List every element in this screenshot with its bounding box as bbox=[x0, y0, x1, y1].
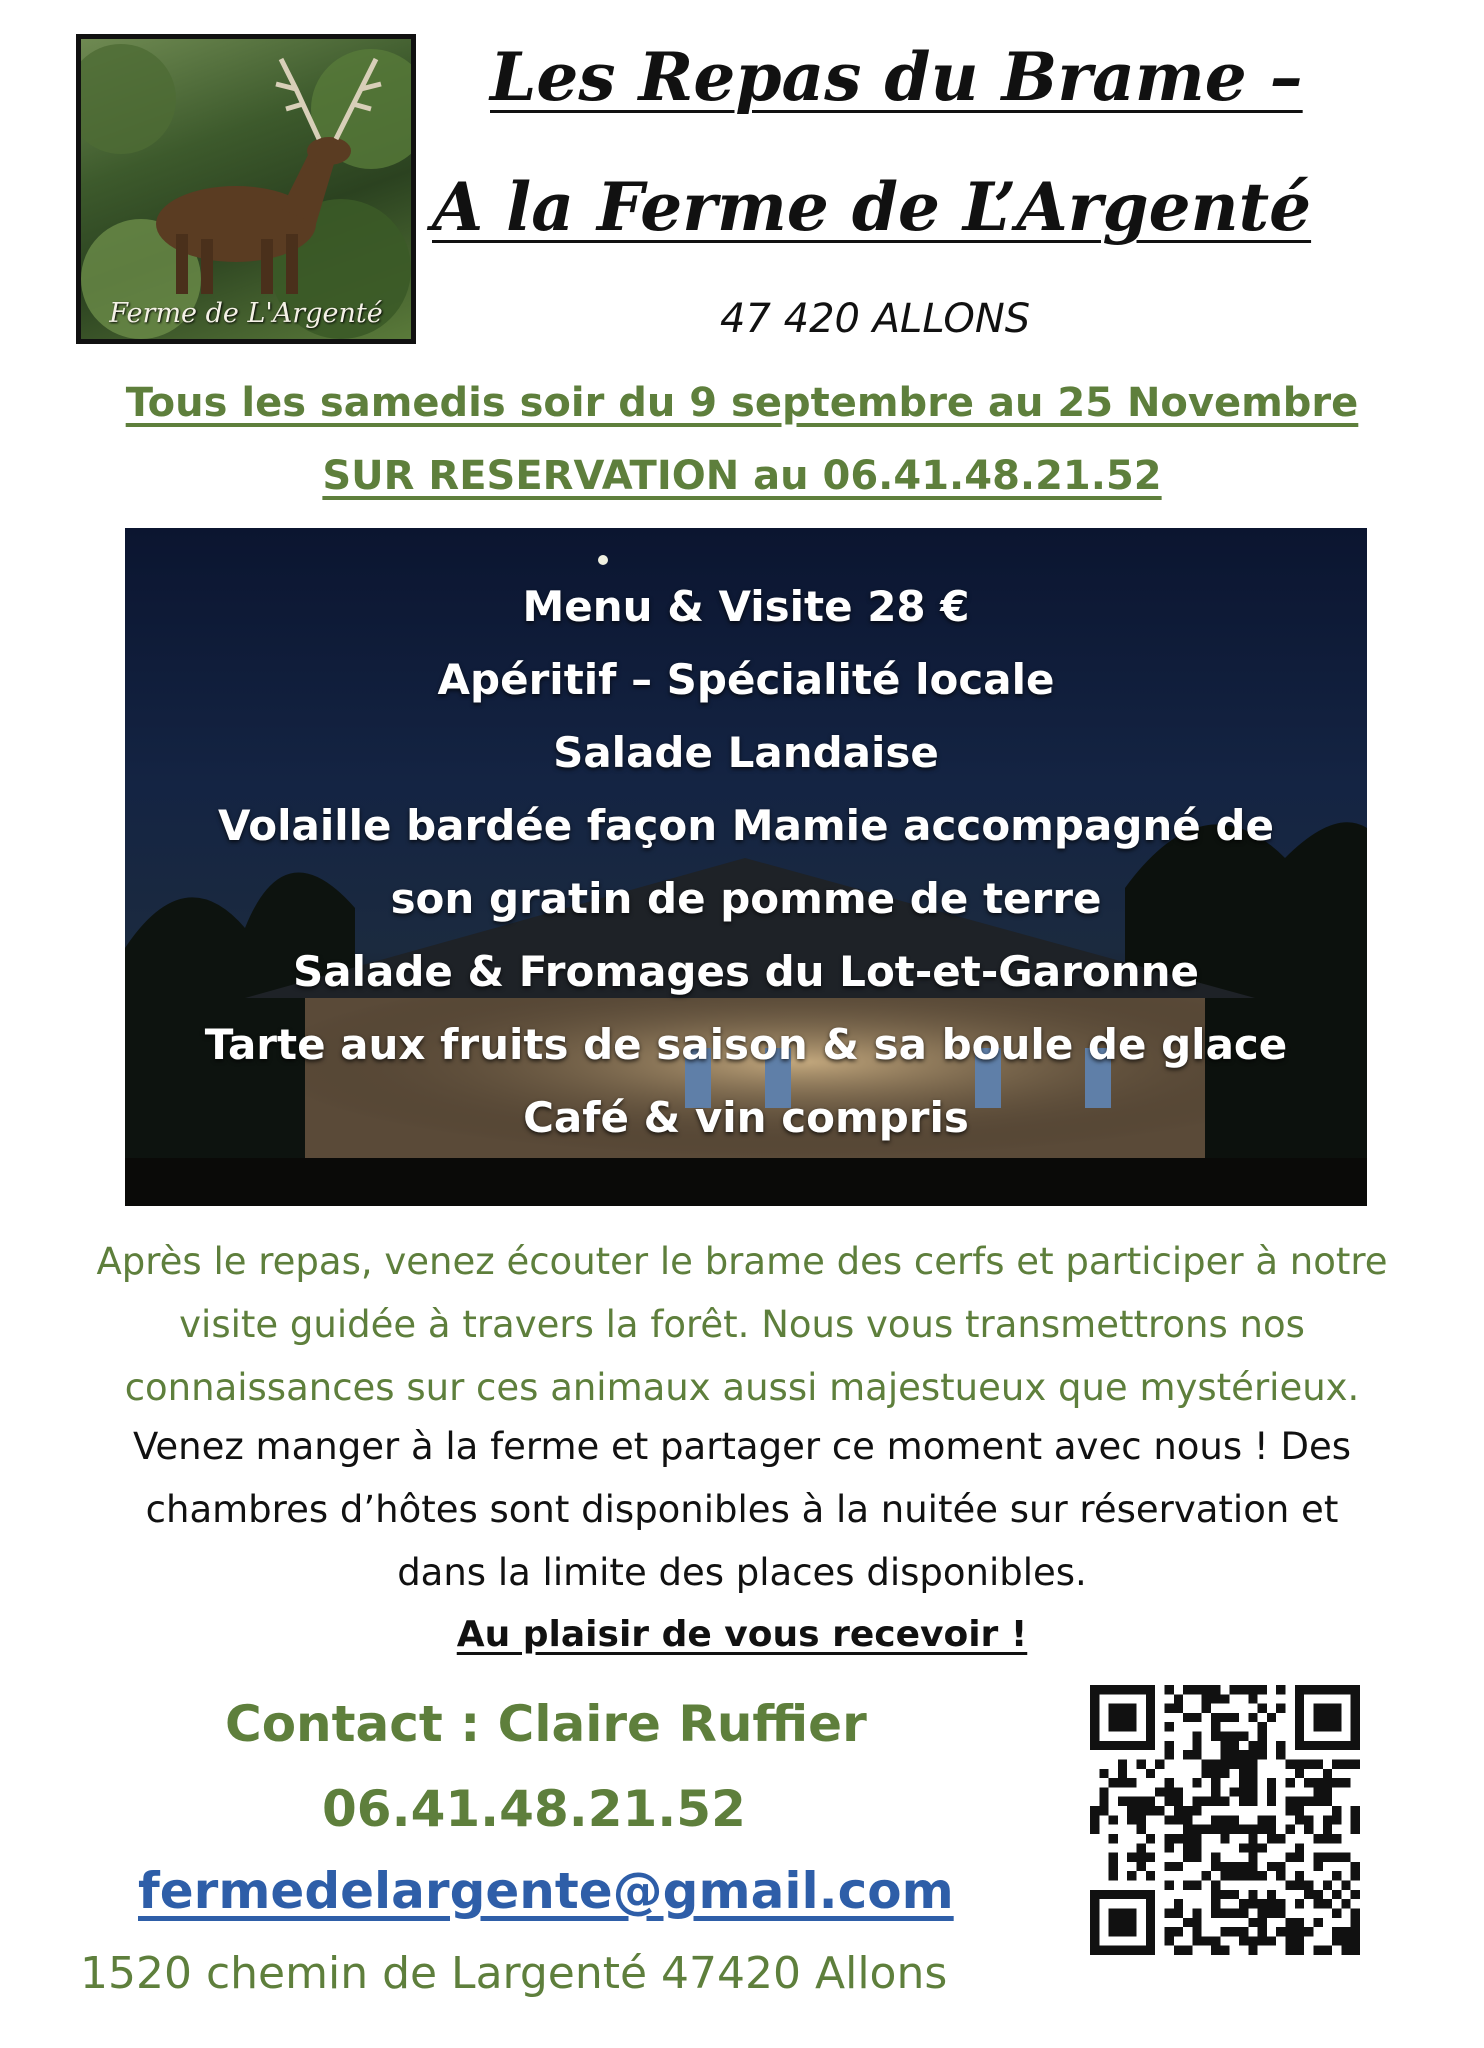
page-title-line-2: A la Ferme de L’Argenté bbox=[432, 168, 1312, 246]
description-line: connaissances sur ces animaux aussi majestueux que mystérieux. bbox=[124, 1366, 1360, 1409]
menu-item-salad: Salade Landaise bbox=[553, 728, 939, 777]
menu-item-aperitif: Apéritif – Spécialité locale bbox=[437, 655, 1055, 704]
description-line: chambres d’hôtes sont disponibles à la nuitée sur réservation et bbox=[145, 1488, 1339, 1531]
contact-address: 1520 chemin de Largenté 47420 Allons bbox=[80, 1948, 948, 1999]
menu-price: Menu & Visite 28 € bbox=[522, 582, 970, 631]
reservation-phone: SUR RESERVATION au 06.41.48.21.52 bbox=[322, 453, 1162, 499]
description-line: visite guidée à travers la forêt. Nous vous transmettrons nos bbox=[179, 1303, 1305, 1346]
qr-code-icon[interactable] bbox=[1090, 1685, 1360, 1955]
event-dates: Tous les samedis soir du 9 septembre au 25 Novembre bbox=[125, 380, 1359, 426]
page-title-line-1: Les Repas du Brame – bbox=[490, 38, 1303, 116]
logo-caption: Ferme de L'Argenté bbox=[109, 298, 383, 329]
closing-line: Au plaisir de vous recevoir ! bbox=[456, 1614, 1028, 1655]
contact-email-link[interactable]: fermedelargente@gmail.com bbox=[138, 1862, 954, 1920]
menu-panel bbox=[125, 528, 1367, 1206]
description-line: dans la limite des places disponibles. bbox=[397, 1551, 1087, 1594]
description-line: Venez manger à la ferme et partager ce moment avec nous ! Des bbox=[132, 1425, 1352, 1468]
menu-item-main: Volaille bardée façon Mamie accompagné de bbox=[218, 801, 1274, 850]
menu-item-dessert: Tarte aux fruits de saison & sa boule de glace bbox=[204, 1020, 1288, 1069]
description-line: Après le repas, venez écouter le brame des cerfs et participer à notre bbox=[96, 1240, 1388, 1283]
menu-item-drinks: Café & vin compris bbox=[523, 1093, 969, 1142]
contact-name: Contact : Claire Ruffier bbox=[225, 1695, 867, 1753]
menu-item-main-side: son gratin de pomme de terre bbox=[390, 874, 1102, 923]
stag-icon bbox=[81, 39, 411, 339]
contact-phone[interactable]: 06.41.48.21.52 bbox=[322, 1780, 746, 1838]
header-address: 47 420 ALLONS bbox=[720, 296, 1031, 342]
farm-logo bbox=[76, 34, 416, 344]
menu-item-cheese: Salade & Fromages du Lot-et-Garonne bbox=[293, 947, 1199, 996]
